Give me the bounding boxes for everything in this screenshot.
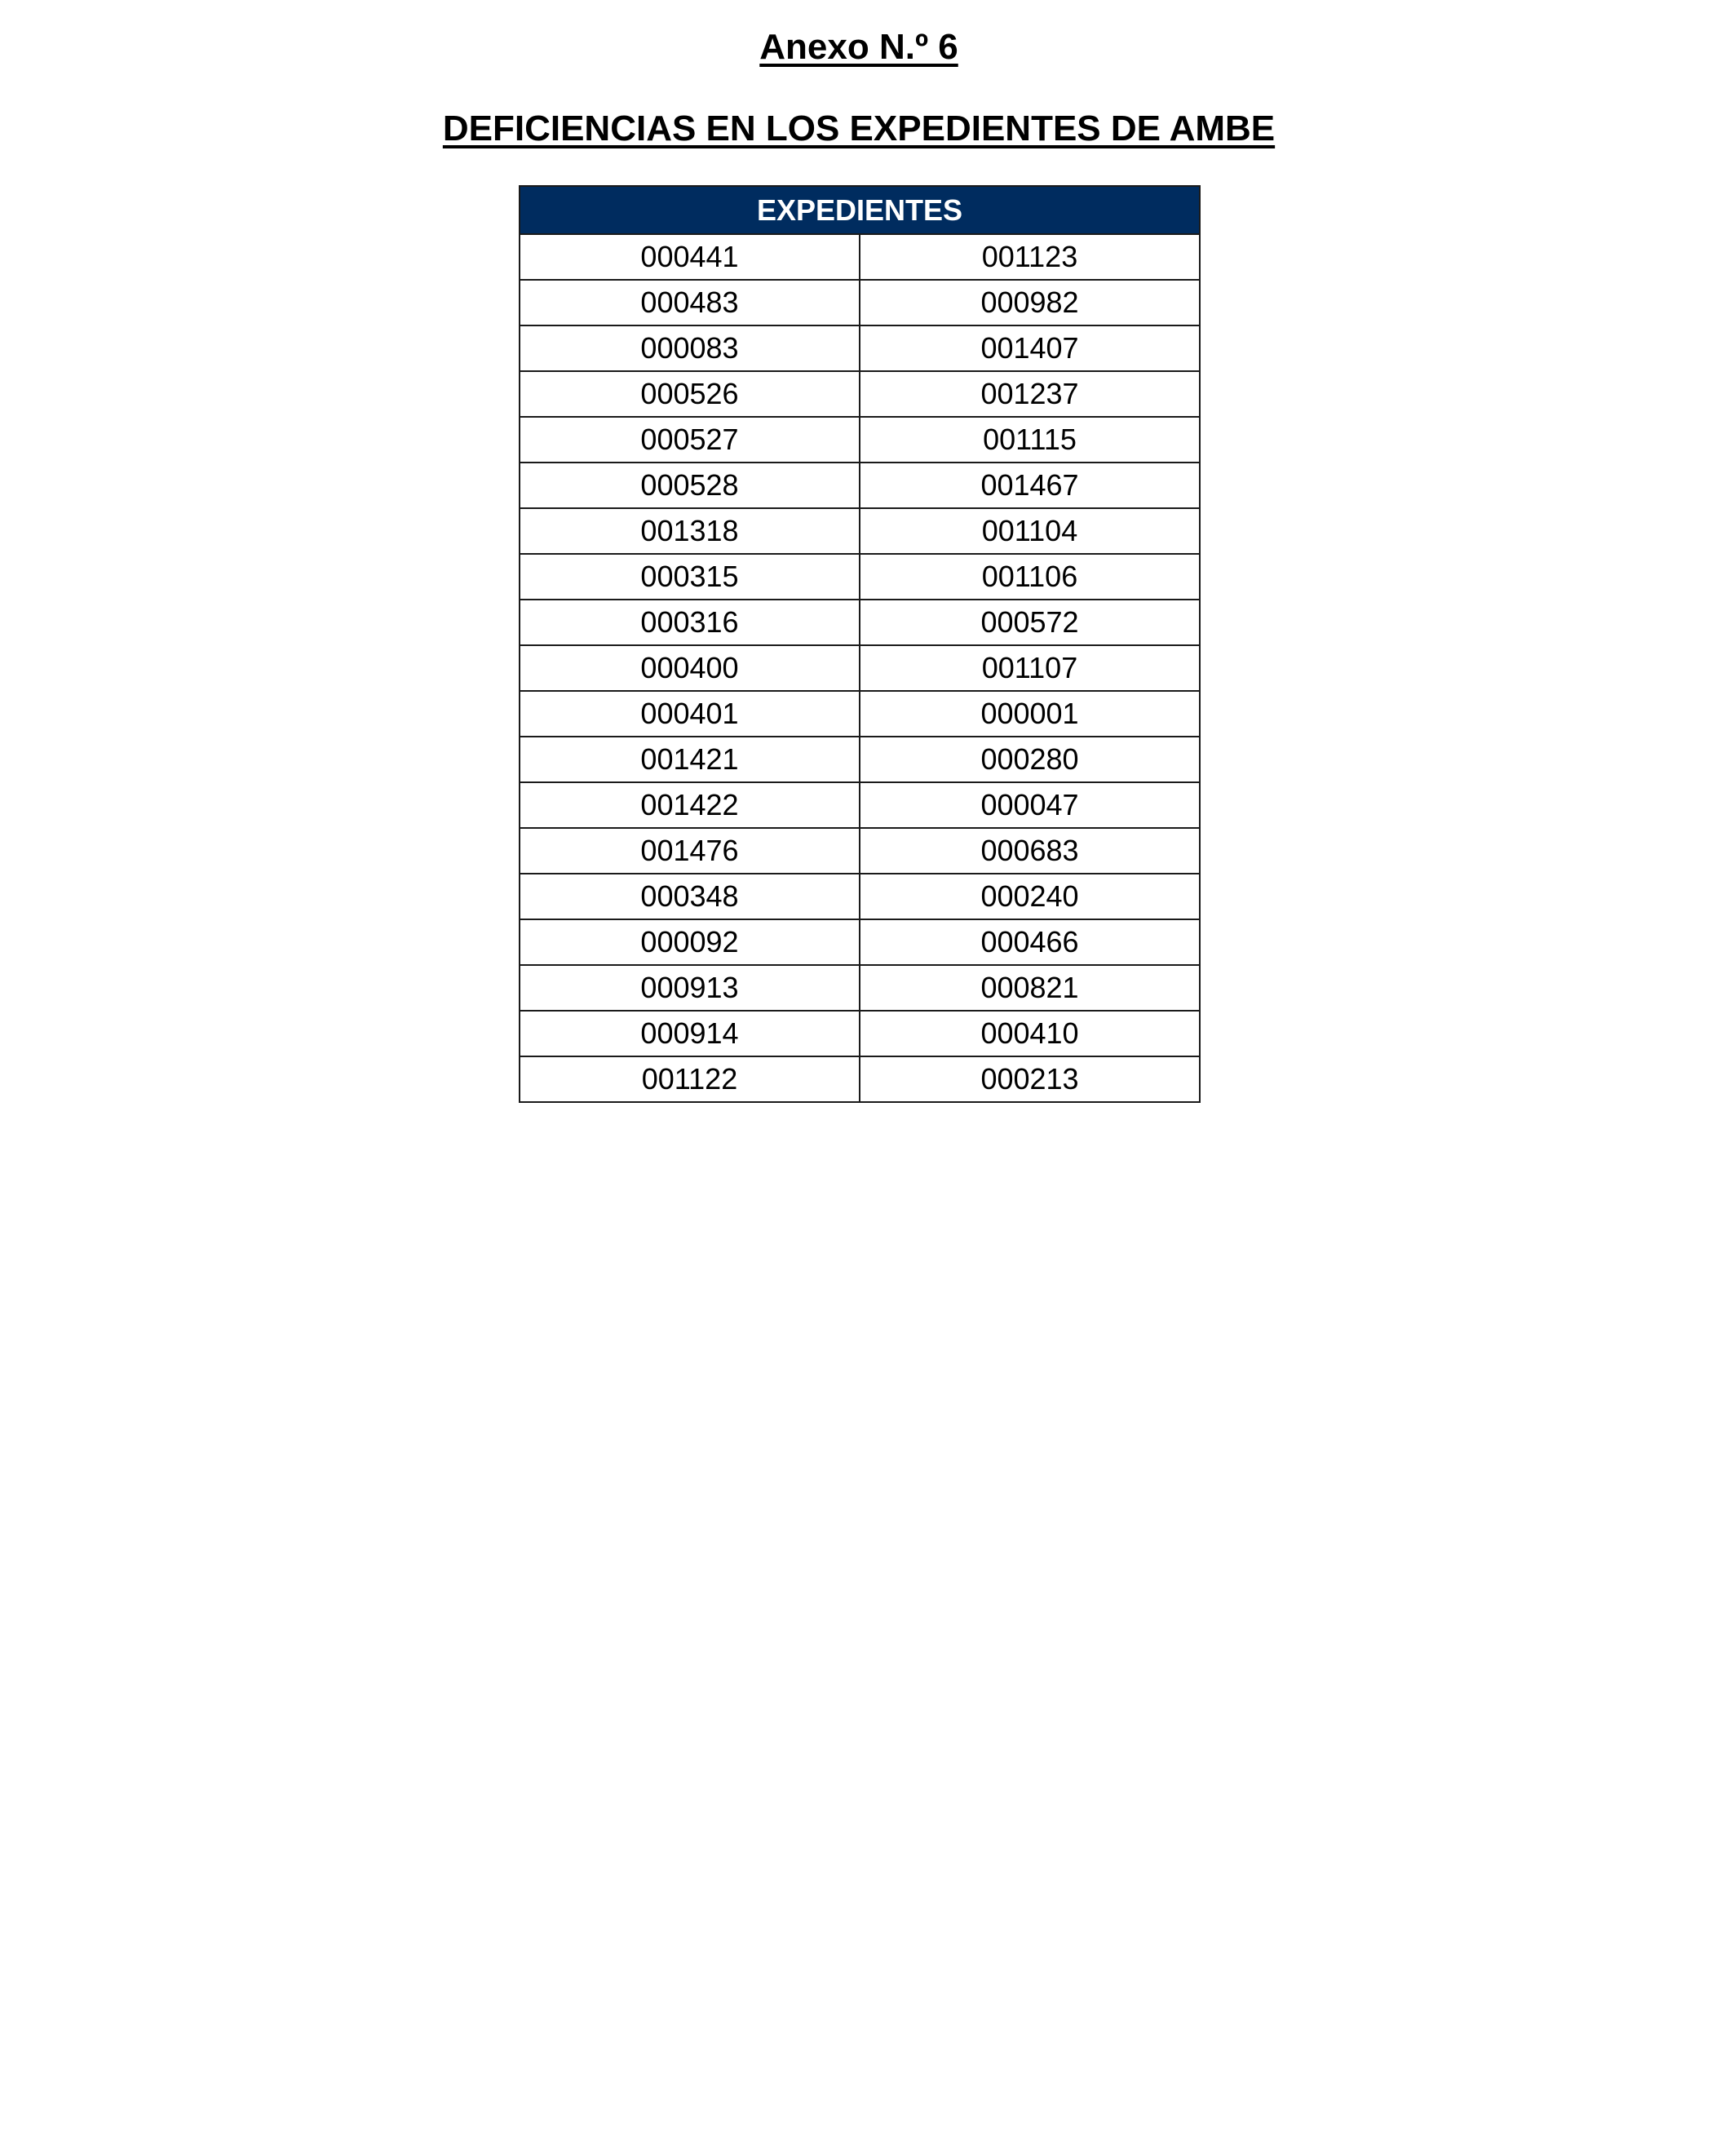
table-row: [520, 691, 1200, 737]
expediente-cell: 001421: [520, 737, 860, 782]
table-body: [520, 234, 1200, 1102]
expediente-cell: 000572: [860, 600, 1200, 645]
table-row: [520, 325, 1200, 371]
expediente-cell: 000913: [520, 965, 860, 1011]
expediente-cell: 000528: [520, 463, 860, 508]
table-row: [520, 554, 1200, 600]
expediente-cell: 000400: [520, 645, 860, 691]
expediente-cell: 001104: [860, 508, 1200, 554]
expediente-cell: 000401: [520, 691, 860, 737]
expedientes-table-container: [519, 185, 1199, 1103]
table-row: [520, 782, 1200, 828]
expediente-cell: 001467: [860, 463, 1200, 508]
expediente-cell: 000683: [860, 828, 1200, 874]
expediente-cell: 001106: [860, 554, 1200, 600]
annex-title: [0, 23, 1718, 72]
table-row: [520, 874, 1200, 919]
expediente-cell: 000466: [860, 919, 1200, 965]
table-row: [520, 463, 1200, 508]
expediente-cell: 000527: [520, 417, 860, 463]
expediente-cell: 000914: [520, 1011, 860, 1056]
expediente-cell: 000526: [520, 371, 860, 417]
table-header-row: [520, 186, 1200, 234]
table-row: [520, 919, 1200, 965]
expediente-cell: 000092: [520, 919, 860, 965]
table-row: [520, 965, 1200, 1011]
table-row: [520, 1011, 1200, 1056]
expediente-cell: 001407: [860, 325, 1200, 371]
expediente-cell: 000441: [520, 234, 860, 280]
expediente-cell: 001122: [520, 1056, 860, 1102]
expediente-cell: 000483: [520, 280, 860, 325]
expediente-cell: 000316: [520, 600, 860, 645]
expediente-cell: 000410: [860, 1011, 1200, 1056]
expediente-cell: 001123: [860, 234, 1200, 280]
document-title: [0, 104, 1718, 153]
table-row: [520, 645, 1200, 691]
expedientes-table: [519, 185, 1201, 1103]
expediente-cell: 000280: [860, 737, 1200, 782]
expediente-cell: 000001: [860, 691, 1200, 737]
table-row: [520, 280, 1200, 325]
table-row: [520, 600, 1200, 645]
table-row: [520, 737, 1200, 782]
expediente-cell: 001237: [860, 371, 1200, 417]
table-row: [520, 234, 1200, 280]
expediente-cell: 000047: [860, 782, 1200, 828]
expediente-cell: 000982: [860, 280, 1200, 325]
table-row: [520, 828, 1200, 874]
expediente-cell: 001318: [520, 508, 860, 554]
table-header-expedientes: EXPEDIENTES: [520, 186, 1200, 234]
annex-title-text: Anexo N.º 6: [759, 27, 958, 67]
expediente-cell: 000315: [520, 554, 860, 600]
expediente-cell: 001476: [520, 828, 860, 874]
table-row: [520, 371, 1200, 417]
expediente-cell: 000348: [520, 874, 860, 919]
expediente-cell: 000083: [520, 325, 860, 371]
expediente-cell: 001422: [520, 782, 860, 828]
table-row: [520, 417, 1200, 463]
document-title-text: DEFICIENCIAS EN LOS EXPEDIENTES DE AMBE: [442, 108, 1276, 148]
expediente-cell: 001115: [860, 417, 1200, 463]
table-row: [520, 508, 1200, 554]
expediente-cell: 000240: [860, 874, 1200, 919]
expediente-cell: 001107: [860, 645, 1200, 691]
expediente-cell: 000821: [860, 965, 1200, 1011]
expediente-cell: 000213: [860, 1056, 1200, 1102]
table-row: [520, 1056, 1200, 1102]
